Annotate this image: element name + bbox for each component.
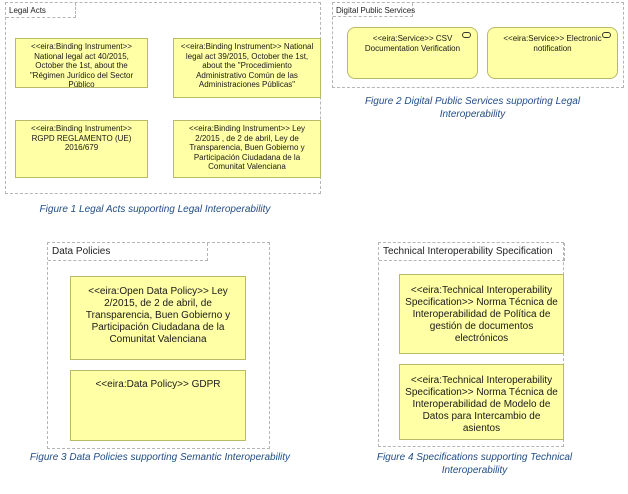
figure-3-caption: Figure 3 Data Policies supporting Semantic Interoperability [29, 452, 291, 463]
data-policy-gdpr[interactable]: <<eira:Data Policy>> GDPR [70, 370, 246, 441]
figure-2-caption: Figure 2 Digital Public Services supporting Legal Interoperability [364, 96, 581, 120]
tech-spec-politica-gestion-documentos[interactable]: <<eira:Technical Interoperability Specification>> Norma Técnica de Interoperabilidad de Política de gestión de documentos electrónicos [399, 274, 564, 354]
binding-instrument-act-39-2015[interactable]: <<eira:Binding Instrument>> National legal act 39/2015, October the 1st, about the "Procedimiento Administrativo Común de las Administraciones Públicas" [173, 38, 321, 98]
data-policies-group-label: Data Policies [48, 243, 208, 261]
binding-instrument-act-40-2015[interactable]: <<eira:Binding Instrument>> National legal act 40/2015, October the 1st, about the "Régimen Jurídico del Sector Público [15, 38, 148, 88]
technical-interoperability-group [378, 242, 564, 447]
service-electronic-notification[interactable] [487, 27, 618, 79]
digital-public-services-group [332, 2, 624, 88]
digital-public-services-group-label: Digital Public Services [333, 3, 413, 17]
technical-interoperability-group-label: Technical Interoperability Specification [379, 243, 565, 261]
service-label: <<eira:Service>> Electronic notification [503, 34, 602, 53]
service-csv-documentation-verification[interactable] [347, 27, 478, 79]
open-data-policy-ley-2-2015[interactable]: <<eira:Open Data Policy>> Ley 2/2015, de 2 de abril, de Transparencia, Buen Gobierno y Participación Ciudadana de la Comunitat Valenciana [70, 276, 246, 360]
binding-instrument-ley-2-2015[interactable]: <<eira:Binding Instrument>> Ley 2/2015 , de 2 de abril, Ley de Transparencia, Buen Gobierno y Participación Ciudadana de la Comunitat Valenciana [173, 120, 321, 178]
legal-acts-group-label: Legal Acts [6, 3, 76, 18]
service-label: <<eira:Service>> CSV Documentation Verification [364, 34, 461, 53]
legal-acts-group [5, 2, 321, 194]
figure-1-caption: Figure 1 Legal Acts supporting Legal Interoperability [39, 204, 271, 215]
data-policies-group [47, 242, 270, 449]
binding-instrument-rgpd[interactable]: <<eira:Binding Instrument>> RGPD REGLAMENTO (UE) 2016/679 [15, 120, 148, 178]
service-icon [462, 32, 471, 38]
service-icon [602, 32, 611, 38]
tech-spec-modelo-datos-intercambio-asientos[interactable]: <<eira:Technical Interoperability Specification>> Norma Técnica de Interoperabilidad de Modelo de Datos para Intercambio de asientos [399, 364, 564, 440]
figure-4-caption: Figure 4 Specifications supporting Technical Interoperability [376, 452, 573, 476]
